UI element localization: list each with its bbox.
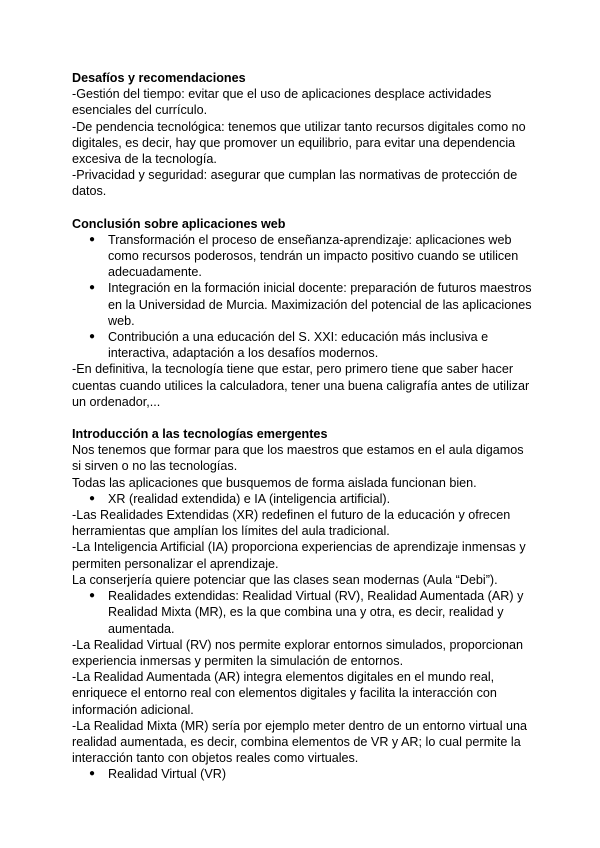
- bullet-icon: ●: [89, 492, 96, 504]
- paragraph: Todas las aplicaciones que busquemos de forma aislada funcionan bien.: [72, 475, 477, 490]
- list-item: [72, 280, 532, 329]
- bullet-icon: ●: [89, 331, 96, 343]
- bullet-icon: ●: [89, 590, 96, 602]
- bullet-list: [72, 491, 532, 507]
- heading-introduccion: Introducción a las tecnologías emergentes: [72, 427, 328, 442]
- paragraph: -La Inteligencia Artificial (IA) proporciona experiencias de aprendizaje inmensas y permiten personalizar el aprendizaje.: [72, 540, 526, 571]
- bullet-icon: ●: [89, 282, 96, 294]
- list-item-text: Integración en la formación inicial docente: preparación de futuros maestros en la Universidad de Murcia. Maximización del potencial de las aplicaciones web.: [108, 281, 532, 328]
- heading-desafios: Desafíos y recomendaciones: [72, 71, 246, 85]
- spacer: [72, 200, 532, 216]
- list-item-text: Contribución a una educación del S. XXI: educación más inclusiva e interactiva, adaptación a los desafíos modernos.: [108, 330, 489, 361]
- list-item: [72, 766, 532, 782]
- bullet-list: [72, 766, 532, 782]
- paragraph: La conserjería quiere potenciar que las clases sean modernas (Aula “Debi”).: [72, 572, 498, 587]
- list-item-text: Transformación el proceso de enseñanza-aprendizaje: aplicaciones web como recursos poderosos, tendrán un impacto positivo cuando se utilicen adecuadamente.: [108, 232, 519, 280]
- list-item: [72, 491, 532, 507]
- paragraph: -Privacidad y seguridad: asegurar que cumplan las normativas de protección de datos.: [72, 168, 518, 199]
- list-item: [72, 588, 532, 637]
- document-page: [72, 70, 532, 783]
- spacer: [72, 410, 532, 426]
- paragraph: -Gestión del tiempo: evitar que el uso de aplicaciones desplace actividades esenciales del currículo.: [72, 87, 492, 118]
- paragraph: -La Realidad Aumentada (AR) integra elementos digitales en el mundo real, enriquece el entorno real con elementos digitales y facilita la interacción con información adicional.: [72, 670, 497, 717]
- paragraph: -La Realidad Virtual (RV) nos permite explorar entornos simulados, proporcionan experiencia inmersas y permiten la simulación de entornos.: [72, 637, 524, 668]
- bullet-list: [72, 232, 532, 362]
- paragraph: -De pendencia tecnológica: tenemos que utilizar tanto recursos digitales como no digitales, es decir, hay que promover un equilibrio, para evitar una dependencia excesiva de la tecnología.: [72, 119, 526, 167]
- bullet-icon: ●: [89, 768, 96, 780]
- list-item-text: XR (realidad extendida) e IA (inteligencia artificial).: [108, 491, 391, 506]
- bullet-icon: ●: [89, 233, 96, 245]
- list-item: [72, 232, 532, 281]
- paragraph: -La Realidad Mixta (MR) sería por ejemplo meter dentro de un entorno virtual una realidad aumentada, es decir, combina elementos de VR y AR; lo cual permite la interacción tanto con objetos reales como virtuales.: [72, 718, 527, 766]
- paragraph: Nos tenemos que formar para que los maestros que estamos en el aula digamos si sirven o no las tecnologías.: [72, 443, 524, 474]
- paragraph: -En definitiva, la tecnología tiene que estar, pero primero tiene que saber hacer cuentas cuando utilices la calculadora, tener una buena caligrafía antes de utilizar un ordenador,...: [72, 362, 530, 409]
- list-item-text: Realidades extendidas: Realidad Virtual (RV), Realidad Aumentada (AR) y Realidad Mixta (MR), es la que combina una y otra, es decir, realidad y aumentada.: [108, 589, 524, 636]
- heading-conclusion: Conclusión sobre aplicaciones web: [72, 216, 286, 231]
- bullet-list: [72, 588, 532, 637]
- list-item-text: Realidad Virtual (VR): [108, 767, 227, 782]
- list-item: [72, 329, 532, 361]
- paragraph: -Las Realidades Extendidas (XR) redefinen el futuro de la educación y ofrecen herramientas que amplían los límites del aula tradicional.: [72, 508, 511, 539]
